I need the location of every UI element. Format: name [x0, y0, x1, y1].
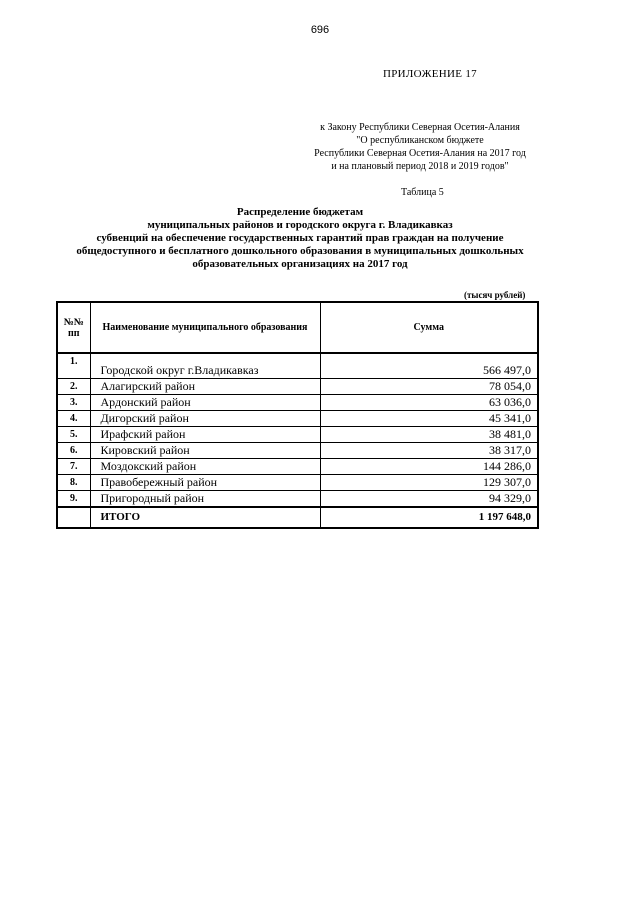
- law-reference-line: и на плановый период 2018 и 2019 годов": [331, 161, 509, 172]
- row-name: Алагирский район: [90, 379, 320, 395]
- row-name: Правобережный район: [90, 475, 320, 491]
- row-name: Городской округ г.Владикавказ: [90, 353, 320, 379]
- row-number: 3.: [57, 395, 90, 411]
- title-line: субвенций на обеспечение государственных гарантий прав граждан на получение: [96, 232, 504, 244]
- page-number: 696: [310, 24, 330, 36]
- table-number: Таблица 5: [401, 187, 444, 198]
- row-sum: 78 054,0: [320, 379, 538, 395]
- row-sum: 63 036,0: [320, 395, 538, 411]
- row-sum: 566 497,0: [320, 353, 538, 379]
- law-reference-line: к Закону Республики Северная Осетия-Алания: [320, 122, 520, 133]
- total-number-cell: [57, 507, 90, 528]
- table-row: [57, 459, 538, 475]
- document-title: [60, 206, 540, 271]
- table-total-row: [57, 507, 538, 528]
- row-sum: 45 341,0: [320, 411, 538, 427]
- title-line: муниципальных районов и городского округа г. Владикавказ: [147, 219, 453, 231]
- law-reference-line: Республики Северная Осетия-Алания на 2017 год: [314, 148, 526, 159]
- row-name: Дигорский район: [90, 411, 320, 427]
- row-number: 6.: [57, 443, 90, 459]
- table-row: [57, 427, 538, 443]
- row-number: 2.: [57, 379, 90, 395]
- title-line: общедоступного и бесплатного дошкольного образования в муниципальных дошкольных: [76, 245, 524, 257]
- row-name: Пригородный район: [90, 491, 320, 508]
- row-sum: 38 481,0: [320, 427, 538, 443]
- table-row: [57, 395, 538, 411]
- row-name: Моздокский район: [90, 459, 320, 475]
- appendix-label: ПРИЛОЖЕНИЕ 17: [383, 68, 477, 80]
- row-sum: 129 307,0: [320, 475, 538, 491]
- table-row: [57, 353, 538, 379]
- row-sum: 38 317,0: [320, 443, 538, 459]
- row-sum: 94 329,0: [320, 491, 538, 508]
- table-row: [57, 475, 538, 491]
- table-row: [57, 491, 538, 508]
- budget-table: [56, 301, 539, 529]
- header-number: №№ пп: [57, 302, 90, 353]
- row-name: Кировский район: [90, 443, 320, 459]
- title-line: Распределение бюджетам: [236, 206, 364, 218]
- header-sum: Сумма: [320, 302, 538, 353]
- table-row: [57, 443, 538, 459]
- title-line: образовательных организациях на 2017 год: [192, 258, 408, 270]
- header-name: Наименование муниципального образования: [90, 302, 320, 353]
- row-number: 8.: [57, 475, 90, 491]
- row-number: 5.: [57, 427, 90, 443]
- row-name: Ардонский район: [90, 395, 320, 411]
- row-number: 4.: [57, 411, 90, 427]
- total-label: ИТОГО: [90, 507, 320, 528]
- row-name: Ирафский район: [90, 427, 320, 443]
- units-label: (тысяч рублей): [464, 290, 526, 300]
- row-number: 9.: [57, 491, 90, 508]
- law-reference: [300, 121, 540, 173]
- row-number: 1.: [57, 353, 90, 379]
- row-number: 7.: [57, 459, 90, 475]
- table-row: [57, 379, 538, 395]
- table-header-row: [57, 302, 538, 353]
- total-sum: 1 197 648,0: [320, 507, 538, 528]
- table-row: [57, 411, 538, 427]
- row-sum: 144 286,0: [320, 459, 538, 475]
- law-reference-line: "О республиканском бюджете: [356, 135, 484, 146]
